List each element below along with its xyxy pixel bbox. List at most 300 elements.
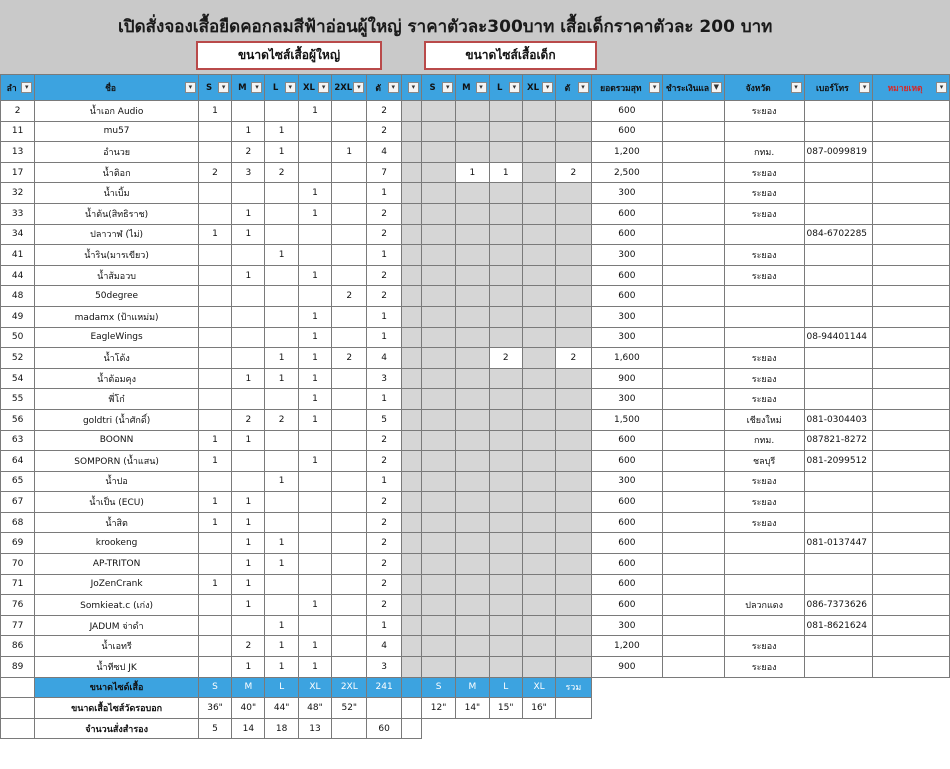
- summary-empty: [663, 677, 725, 698]
- column-header: [556, 75, 591, 101]
- cell-paid: [663, 595, 725, 616]
- cell-km: [456, 368, 489, 389]
- cell-name: น้ำเบิ้ม: [35, 183, 199, 204]
- summary-empty: [724, 698, 804, 719]
- cell-note: [873, 554, 950, 575]
- cell-ktotal: [556, 306, 591, 327]
- cell-prov: [724, 533, 804, 554]
- cell-xxl: [332, 389, 367, 410]
- cell-l: [265, 224, 298, 245]
- cell-note: [873, 451, 950, 472]
- cell-gap: [401, 615, 421, 636]
- cell-kxl: [522, 121, 555, 142]
- cell-paid: [663, 183, 725, 204]
- cell-ks: [421, 574, 455, 595]
- column-header: [522, 75, 555, 101]
- summary-adult: XL: [298, 677, 331, 698]
- header-row: [1, 75, 950, 101]
- cell-s: [198, 471, 231, 492]
- cell-phone: [804, 183, 873, 204]
- cell-xxl: [332, 203, 367, 224]
- cell-kl: 1: [489, 162, 522, 183]
- cell-total: 3: [367, 368, 401, 389]
- summary-kid: 12": [421, 698, 455, 719]
- cell-kxl: [522, 409, 555, 430]
- cell-paid: [663, 657, 725, 678]
- cell-prov: ระยอง: [724, 162, 804, 183]
- cell-ktotal: [556, 142, 591, 163]
- chevron-down-icon[interactable]: ▾: [649, 82, 660, 93]
- cell-kxl: [522, 574, 555, 595]
- chevron-down-icon[interactable]: ▾: [285, 82, 296, 93]
- summary-adult: S: [198, 677, 231, 698]
- cell-total: 5: [367, 409, 401, 430]
- cell-ks: [421, 615, 455, 636]
- summary-empty: [804, 677, 873, 698]
- cell-paid: [663, 636, 725, 657]
- cell-total: 1: [367, 306, 401, 327]
- column-header: [804, 75, 873, 101]
- table-row: [1, 368, 950, 389]
- cell-gap: [401, 492, 421, 513]
- cell-gap: [401, 533, 421, 554]
- cell-phone: 081-0137447: [804, 533, 873, 554]
- cell-kl: [489, 142, 522, 163]
- cell-ktotal: [556, 574, 591, 595]
- cell-m: [232, 348, 265, 369]
- cell-paid: [663, 533, 725, 554]
- cell-s: [198, 554, 231, 575]
- cell-gap: [401, 183, 421, 204]
- cell-gap: [401, 245, 421, 266]
- cell-paid: [663, 245, 725, 266]
- cell-km: [456, 574, 489, 595]
- cell-xl: [298, 533, 331, 554]
- cell-sum: 600: [591, 121, 663, 142]
- cell-xxl: [332, 492, 367, 513]
- column-header: [1, 75, 35, 101]
- column-header-label: เบอร์โทร: [815, 83, 849, 94]
- cell-phone: [804, 286, 873, 307]
- cell-no: 41: [1, 245, 35, 266]
- cell-xl: 1: [298, 368, 331, 389]
- cell-note: [873, 203, 950, 224]
- cell-name: Somkieat.c (เก่ง): [35, 595, 199, 616]
- chevron-down-icon[interactable]: ▾: [318, 82, 329, 93]
- cell-l: 1: [265, 142, 298, 163]
- cell-no: 50: [1, 327, 35, 348]
- cell-l: 1: [265, 348, 298, 369]
- cell-gap: [401, 451, 421, 472]
- chevron-down-icon[interactable]: ▾: [442, 82, 453, 93]
- cell-total: 2: [367, 224, 401, 245]
- cell-ks: [421, 492, 455, 513]
- cell-kxl: [522, 554, 555, 575]
- cell-name: น้ำเอทรี: [35, 636, 199, 657]
- cell-sum: 600: [591, 224, 663, 245]
- cell-prov: ปลวกแดง: [724, 595, 804, 616]
- summary-adult: 40": [232, 698, 265, 719]
- cell-m: [232, 327, 265, 348]
- cell-prov: [724, 121, 804, 142]
- cell-km: [456, 203, 489, 224]
- cell-s: 1: [198, 430, 231, 451]
- cell-gap: [401, 327, 421, 348]
- cell-note: [873, 615, 950, 636]
- cell-m: 1: [232, 554, 265, 575]
- cell-note: [873, 512, 950, 533]
- table-row: [1, 533, 950, 554]
- cell-s: [198, 533, 231, 554]
- cell-kxl: [522, 451, 555, 472]
- cell-sum: 600: [591, 574, 663, 595]
- cell-sum: 300: [591, 615, 663, 636]
- summary-kid: XL: [522, 677, 555, 698]
- cell-l: 1: [265, 533, 298, 554]
- cell-kl: [489, 327, 522, 348]
- table-row: [1, 142, 950, 163]
- cell-gap: [401, 636, 421, 657]
- cell-no: 49: [1, 306, 35, 327]
- chevron-down-icon[interactable]: ▾: [542, 82, 553, 93]
- cell-s: [198, 636, 231, 657]
- cell-xl: [298, 471, 331, 492]
- cell-kxl: [522, 142, 555, 163]
- cell-l: [265, 512, 298, 533]
- summary-adult: 18: [265, 718, 298, 739]
- cell-note: [873, 142, 950, 163]
- summary-adult: [332, 718, 367, 739]
- cell-gap: [401, 471, 421, 492]
- cell-name: goldtri (น้ำศักดิ์): [35, 409, 199, 430]
- cell-kl: [489, 615, 522, 636]
- cell-ks: [421, 512, 455, 533]
- cell-m: 3: [232, 162, 265, 183]
- cell-phone: 087-0099819: [804, 142, 873, 163]
- cell-kxl: [522, 162, 555, 183]
- cell-ktotal: [556, 265, 591, 286]
- cell-note: [873, 368, 950, 389]
- cell-prov: ระยอง: [724, 245, 804, 266]
- cell-m: 1: [232, 595, 265, 616]
- chevron-down-icon[interactable]: ▾: [185, 82, 196, 93]
- table-row: [1, 636, 950, 657]
- column-header-label: ตั: [564, 83, 571, 94]
- cell-l: [265, 101, 298, 122]
- cell-total: 2: [367, 512, 401, 533]
- table-row: [1, 389, 950, 410]
- cell-m: [232, 451, 265, 472]
- cell-m: [232, 101, 265, 122]
- cell-paid: [663, 306, 725, 327]
- column-header: [421, 75, 455, 101]
- cell-note: [873, 306, 950, 327]
- cell-m: [232, 183, 265, 204]
- cell-ks: [421, 224, 455, 245]
- cell-xl: [298, 430, 331, 451]
- cell-name: JADUM จ่าดำ: [35, 615, 199, 636]
- cell-note: [873, 162, 950, 183]
- cell-prov: [724, 306, 804, 327]
- cell-paid: [663, 574, 725, 595]
- cell-name: น้ำสิต: [35, 512, 199, 533]
- cell-xl: 1: [298, 306, 331, 327]
- cell-ktotal: 2: [556, 162, 591, 183]
- cell-ktotal: [556, 615, 591, 636]
- cell-ks: [421, 471, 455, 492]
- cell-prov: ระยอง: [724, 657, 804, 678]
- summary-kid: รวม: [556, 677, 591, 698]
- cell-kxl: [522, 657, 555, 678]
- cell-prov: [724, 554, 804, 575]
- cell-ks: [421, 162, 455, 183]
- cell-kxl: [522, 224, 555, 245]
- cell-l: [265, 430, 298, 451]
- table-row: [1, 554, 950, 575]
- cell-total: 2: [367, 451, 401, 472]
- cell-km: [456, 615, 489, 636]
- cell-sum: 900: [591, 368, 663, 389]
- cell-xl: [298, 554, 331, 575]
- table-row: [1, 595, 950, 616]
- cell-l: [265, 574, 298, 595]
- table-row: [1, 492, 950, 513]
- cell-km: [456, 183, 489, 204]
- cell-phone: [804, 368, 873, 389]
- cell-kxl: [522, 615, 555, 636]
- cell-km: [456, 306, 489, 327]
- cell-s: 1: [198, 224, 231, 245]
- cell-name: 50degree: [35, 286, 199, 307]
- cell-m: 1: [232, 368, 265, 389]
- cell-prov: ระยอง: [724, 389, 804, 410]
- cell-phone: [804, 554, 873, 575]
- cell-xxl: [332, 327, 367, 348]
- cell-ktotal: [556, 224, 591, 245]
- column-header-label: ยอดรวมสุท: [600, 83, 642, 94]
- cell-kl: [489, 265, 522, 286]
- cell-total: 2: [367, 101, 401, 122]
- chevron-down-icon[interactable]: ▾: [388, 82, 399, 93]
- cell-name: น้ำส้มอวบ: [35, 265, 199, 286]
- cell-l: 1: [265, 368, 298, 389]
- cell-ks: [421, 121, 455, 142]
- cell-kl: [489, 409, 522, 430]
- summary-kid: M: [456, 677, 489, 698]
- cell-no: 55: [1, 389, 35, 410]
- summary-kid: [421, 718, 455, 739]
- cell-note: [873, 636, 950, 657]
- cell-sum: 600: [591, 451, 663, 472]
- column-header-label: ชำระเงินแล: [665, 83, 710, 94]
- column-header-label: L: [497, 82, 503, 93]
- column-header-label: 2XL: [334, 82, 353, 93]
- table-row: [1, 286, 950, 307]
- summary-empty: [873, 698, 950, 719]
- cell-ks: [421, 245, 455, 266]
- column-header-label: หมายเหตุ: [887, 83, 923, 94]
- cell-xxl: [332, 265, 367, 286]
- summary-kid: 16": [522, 698, 555, 719]
- cell-no: 48: [1, 286, 35, 307]
- cell-ktotal: [556, 492, 591, 513]
- cell-total: 1: [367, 245, 401, 266]
- cell-ks: [421, 636, 455, 657]
- cell-no: 89: [1, 657, 35, 678]
- chevron-down-icon[interactable]: ▾: [218, 82, 229, 93]
- cell-gap: [401, 512, 421, 533]
- chevron-down-icon[interactable]: ▾: [353, 82, 364, 93]
- cell-no: 2: [1, 101, 35, 122]
- cell-paid: [663, 265, 725, 286]
- cell-sum: 1,200: [591, 636, 663, 657]
- cell-m: 1: [232, 203, 265, 224]
- chevron-down-icon[interactable]: ▾: [578, 82, 589, 93]
- cell-kxl: [522, 430, 555, 451]
- chevron-down-icon[interactable]: ▾: [21, 82, 32, 93]
- cell-prov: กทม.: [724, 430, 804, 451]
- chevron-down-icon[interactable]: ▾: [936, 82, 947, 93]
- cell-m: [232, 245, 265, 266]
- cell-kl: [489, 286, 522, 307]
- cell-sum: 600: [591, 203, 663, 224]
- cell-no: 63: [1, 430, 35, 451]
- cell-ktotal: [556, 595, 591, 616]
- cell-paid: [663, 121, 725, 142]
- cell-no: 32: [1, 183, 35, 204]
- cell-kl: [489, 121, 522, 142]
- cell-kxl: [522, 306, 555, 327]
- cell-xl: 1: [298, 595, 331, 616]
- cell-ktotal: [556, 657, 591, 678]
- cell-kl: [489, 657, 522, 678]
- cell-note: [873, 574, 950, 595]
- cell-ks: [421, 554, 455, 575]
- cell-sum: 2,500: [591, 162, 663, 183]
- cell-no: 76: [1, 595, 35, 616]
- cell-gap: [401, 430, 421, 451]
- cell-sum: 300: [591, 245, 663, 266]
- cell-km: [456, 265, 489, 286]
- column-header: [663, 75, 725, 101]
- cell-ks: [421, 409, 455, 430]
- table-row: [1, 409, 950, 430]
- table-row: [1, 471, 950, 492]
- cell-ktotal: [556, 121, 591, 142]
- cell-ks: [421, 533, 455, 554]
- cell-ks: [421, 595, 455, 616]
- cell-xl: 1: [298, 203, 331, 224]
- column-header-label: ชื่อ: [105, 83, 117, 94]
- table-row: [1, 121, 950, 142]
- cell-s: [198, 615, 231, 636]
- cell-name: krookeng: [35, 533, 199, 554]
- chevron-down-icon[interactable]: ▾: [791, 82, 802, 93]
- cell-total: 2: [367, 121, 401, 142]
- cell-km: [456, 286, 489, 307]
- cell-prov: ระยอง: [724, 368, 804, 389]
- cell-prov: [724, 224, 804, 245]
- cell-gap: [401, 286, 421, 307]
- chevron-down-icon[interactable]: ▾: [476, 82, 487, 93]
- cell-ks: [421, 389, 455, 410]
- cell-ktotal: [556, 471, 591, 492]
- cell-sum: 1,200: [591, 142, 663, 163]
- cell-xl: 1: [298, 101, 331, 122]
- cell-ktotal: [556, 636, 591, 657]
- cell-prov: ระยอง: [724, 203, 804, 224]
- cell-total: 1: [367, 389, 401, 410]
- chevron-down-icon[interactable]: ▾: [251, 82, 262, 93]
- cell-note: [873, 471, 950, 492]
- cell-m: 2: [232, 142, 265, 163]
- kid-size-label: ขนาดไซส์เสื้อเด็ก: [424, 41, 597, 70]
- cell-name: น้ำเป็น (ECU): [35, 492, 199, 513]
- summary-kid: S: [421, 677, 455, 698]
- cell-sum: 600: [591, 492, 663, 513]
- cell-no: 17: [1, 162, 35, 183]
- cell-xxl: 2: [332, 286, 367, 307]
- cell-prov: [724, 327, 804, 348]
- cell-kxl: [522, 265, 555, 286]
- cell-l: 1: [265, 615, 298, 636]
- cell-kxl: [522, 348, 555, 369]
- cell-sum: 600: [591, 512, 663, 533]
- cell-kl: 2: [489, 348, 522, 369]
- cell-xxl: [332, 430, 367, 451]
- summary-adult: 52": [332, 698, 367, 719]
- adult-size-label: ขนาดไซส์เสื้อผู้ใหญ่: [196, 41, 382, 70]
- cell-total: 2: [367, 203, 401, 224]
- table-row: [1, 657, 950, 678]
- column-header-label: S: [205, 82, 213, 93]
- cell-xl: 1: [298, 451, 331, 472]
- cell-ks: [421, 142, 455, 163]
- chevron-down-icon[interactable]: ▾: [859, 82, 870, 93]
- filter-icon[interactable]: ▼: [711, 82, 722, 93]
- summary-empty: [804, 718, 873, 739]
- summary-kid: [522, 718, 555, 739]
- cell-xxl: [332, 595, 367, 616]
- cell-kl: [489, 389, 522, 410]
- column-header-label: L: [272, 82, 279, 93]
- chevron-down-icon[interactable]: ▾: [509, 82, 520, 93]
- cell-s: [198, 368, 231, 389]
- cell-kxl: [522, 636, 555, 657]
- cell-xl: [298, 121, 331, 142]
- cell-km: [456, 142, 489, 163]
- cell-no: 52: [1, 348, 35, 369]
- cell-gap: [401, 574, 421, 595]
- cell-name: น้ำเอก Audio: [35, 101, 199, 122]
- cell-l: 1: [265, 121, 298, 142]
- cell-kxl: [522, 471, 555, 492]
- cell-note: [873, 389, 950, 410]
- cell-paid: [663, 430, 725, 451]
- cell-ks: [421, 368, 455, 389]
- cell-kxl: [522, 368, 555, 389]
- cell-total: 2: [367, 492, 401, 513]
- cell-xxl: [332, 471, 367, 492]
- cell-no: 70: [1, 554, 35, 575]
- table-row: [1, 306, 950, 327]
- cell-gap: [401, 203, 421, 224]
- chevron-down-icon[interactable]: ▾: [408, 82, 419, 93]
- cell-note: [873, 430, 950, 451]
- column-header-label: จังหวัด: [745, 83, 771, 94]
- cell-note: [873, 183, 950, 204]
- cell-s: [198, 121, 231, 142]
